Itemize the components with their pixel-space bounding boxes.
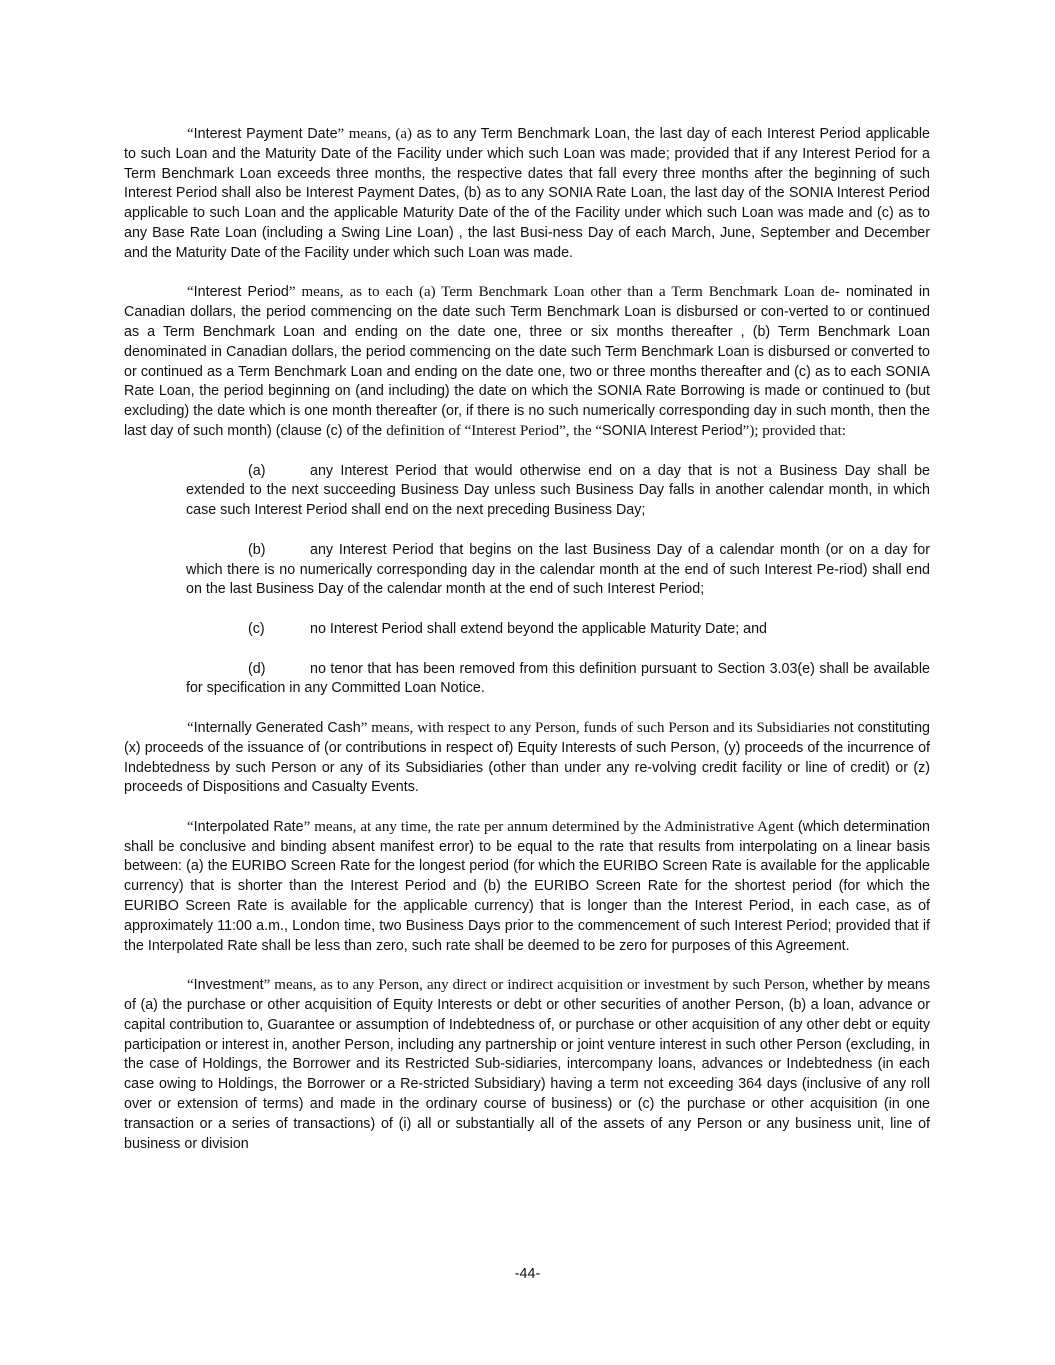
clause-d — [186, 660, 930, 700]
defined-term: Investment — [193, 977, 264, 994]
clause-label: (b) — [248, 541, 266, 558]
defined-term: Interest Period — [193, 284, 289, 301]
clause-text: no Interest Period shall extend beyond the applicable Maturity Date; and — [310, 620, 767, 637]
definition-body: nominated in Canadian dollars, the period commencing on the date such Term Benchmark Loan is disbursed or con-verted to or continued as a Term Benchmark Loan and ending on the date one, three or six months thereafter , (b) Term Benchmark Loan denominated in Canadian dollars, the period commencing on the date such Term Benchmark Loan is disbursed or converted to or continued as a Term Benchmark Loan and ending on the date one, two or three months thereafter and (c) as to each SONIA Rate Loan, the period beginning on (and including) the date on which the SONIA Rate Borrowing is made or continued to (but excluding) the date which is one month thereafter (or, if there is no such numerically corresponding day in such month, then the last day of such month) (clause (c) of the — [124, 284, 930, 439]
definition-interest-period — [124, 283, 930, 441]
clause-text: any Interest Period that would otherwise end on a day that is not a Business Day shall be extended to the next succeeding Business Day unless such Business Day falls in another calendar month, in which case such Interest Period shall end on the next preceding Business Day; — [186, 462, 930, 519]
definition-body: as to any Term Benchmark Loan, the last day of each Interest Period applicable to such Loan and the Maturity Date of the Facility under which such Loan was made; provided that if any Interest Period for a Term Benchmark Loan exceeds three months, the respective dates that fall every three months after the beginning of such Interest Period shall also be Interest Payment Dates, (b) as to any SONIA Rate Loan, the last day of the SONIA Interest Period applicable to such Loan and the applicable Maturity Date of the of the Facility under which such Loan was made and (c) as to any Base Rate Loan (including a Swing Line Loan) , the last Busi-ness Day of each March, June, September and December and the Maturity Date of the Facility under which such Loan was made. — [124, 126, 930, 261]
means-text: ” means, at any time, the rate per annum determined by the Administrative Agent — [303, 818, 798, 835]
means-text: ” means, with respect to any Person, funds of such Person and its Subsidiaries — [360, 719, 834, 736]
defined-term-sonia: SONIA Interest Period — [602, 422, 743, 439]
definition-internally-generated-cash — [124, 719, 930, 798]
clause-b — [186, 541, 930, 600]
definition-body: whether by means of (a) the purchase or other acquisition of Equity Interests or debt or other securities of another Person, (b) a loan, advance or capital contribution to, Guarantee or assumption of Indebtedness of, or purchase or other acquisition of any other debt or equity participation or interest in, another Person, including any partnership or joint venture interest in such other Person (excluding, in the case of Holdings, the Borrower and its Restricted Sub-sidiaries, intercompany loans, advances or Indebtedness (in each case owing to Holdings, the Borrower or a Re-stricted Subsidiary) having a term not exceeding 364 days (inclusive of any roll over or extension of terms) and made in the ordinary course of business) or (c) the purchase or other acquisition (in one transaction or a series of transactions) of (i) all or substantially all of the assets of any Person or any business unit, line of business or division — [124, 977, 930, 1152]
open-quote: “ — [187, 719, 194, 736]
definition-tail: definition of “Interest Period”, the “ — [386, 422, 603, 439]
open-quote: “ — [187, 284, 194, 301]
open-quote: “ — [187, 977, 194, 994]
clause-label: (d) — [248, 660, 266, 677]
means-text: ” means, as to any Person, any direct or indirect acquisition or investment by such Person, — [263, 977, 813, 994]
clause-c — [186, 620, 930, 640]
defined-term: Interest Payment Date — [193, 126, 338, 142]
means-text: ” means, as to each (a) Term Benchmark Loan other than a Term Benchmark Loan de- — [288, 284, 840, 301]
clause-label: (a) — [248, 462, 266, 479]
definition-body: (which determination shall be conclusive and binding absent manifest error) to be equal to the rate that results from interpolating on a linear basis between: (a) the EURIBO Screen Rate for the longest period (for which the EURIBO Screen Rate is available for the applicable currency) that is shorter than the Interest Period and (b) the EURIBO Screen Rate for the shortest period (for which the EURIBO Screen Rate is available for the applicable currency) that is longer than the Interest Period, in each case, as of approximately 11:00 a.m., London time, two Business Days prior to the commencement of such Interest Period; provided that if the Interpolated Rate shall be less than zero, such rate shall be deemed to be zero for purposes of this Agreement. — [124, 818, 930, 954]
clause-a — [186, 462, 930, 521]
means-text: ” means, (a) — [337, 126, 417, 142]
page-number: -44- — [514, 1266, 541, 1282]
open-quote: “ — [187, 818, 194, 835]
definition-interest-payment-date — [124, 125, 930, 264]
clause-label: (c) — [248, 620, 265, 637]
clause-text: no tenor that has been removed from this definition pursuant to Section 3.03(e) shall be available for specification in any Committed Loan Notice. — [186, 660, 930, 697]
definition-body: not constituting (x) proceeds of the issuance of (or contributions in respect of) Equity Interests of such Person, (y) proceeds of the incurrence of Indebtedness by such Person or any of its Subsidiaries (other than under any re-volving credit facility or line of credit) or (z) proceeds of Dispositions and Casualty Events. — [124, 719, 931, 796]
open-quote: “ — [187, 126, 194, 142]
definition-interpolated-rate — [124, 818, 930, 957]
definition-tail-end: ”); provided that: — [742, 422, 846, 439]
defined-term: Internally Generated Cash — [193, 719, 361, 736]
definition-investment — [124, 976, 930, 1154]
clause-text: any Interest Period that begins on the last Business Day of a calendar month (or on a day for which there is no numerically corresponding day in the calendar month at the end of such Interest Pe-riod) shall end on the last Business Day of the calendar month at the end of such Interest Period; — [186, 541, 930, 598]
defined-term: Interpolated Rate — [193, 818, 304, 835]
document-page — [124, 125, 930, 1174]
